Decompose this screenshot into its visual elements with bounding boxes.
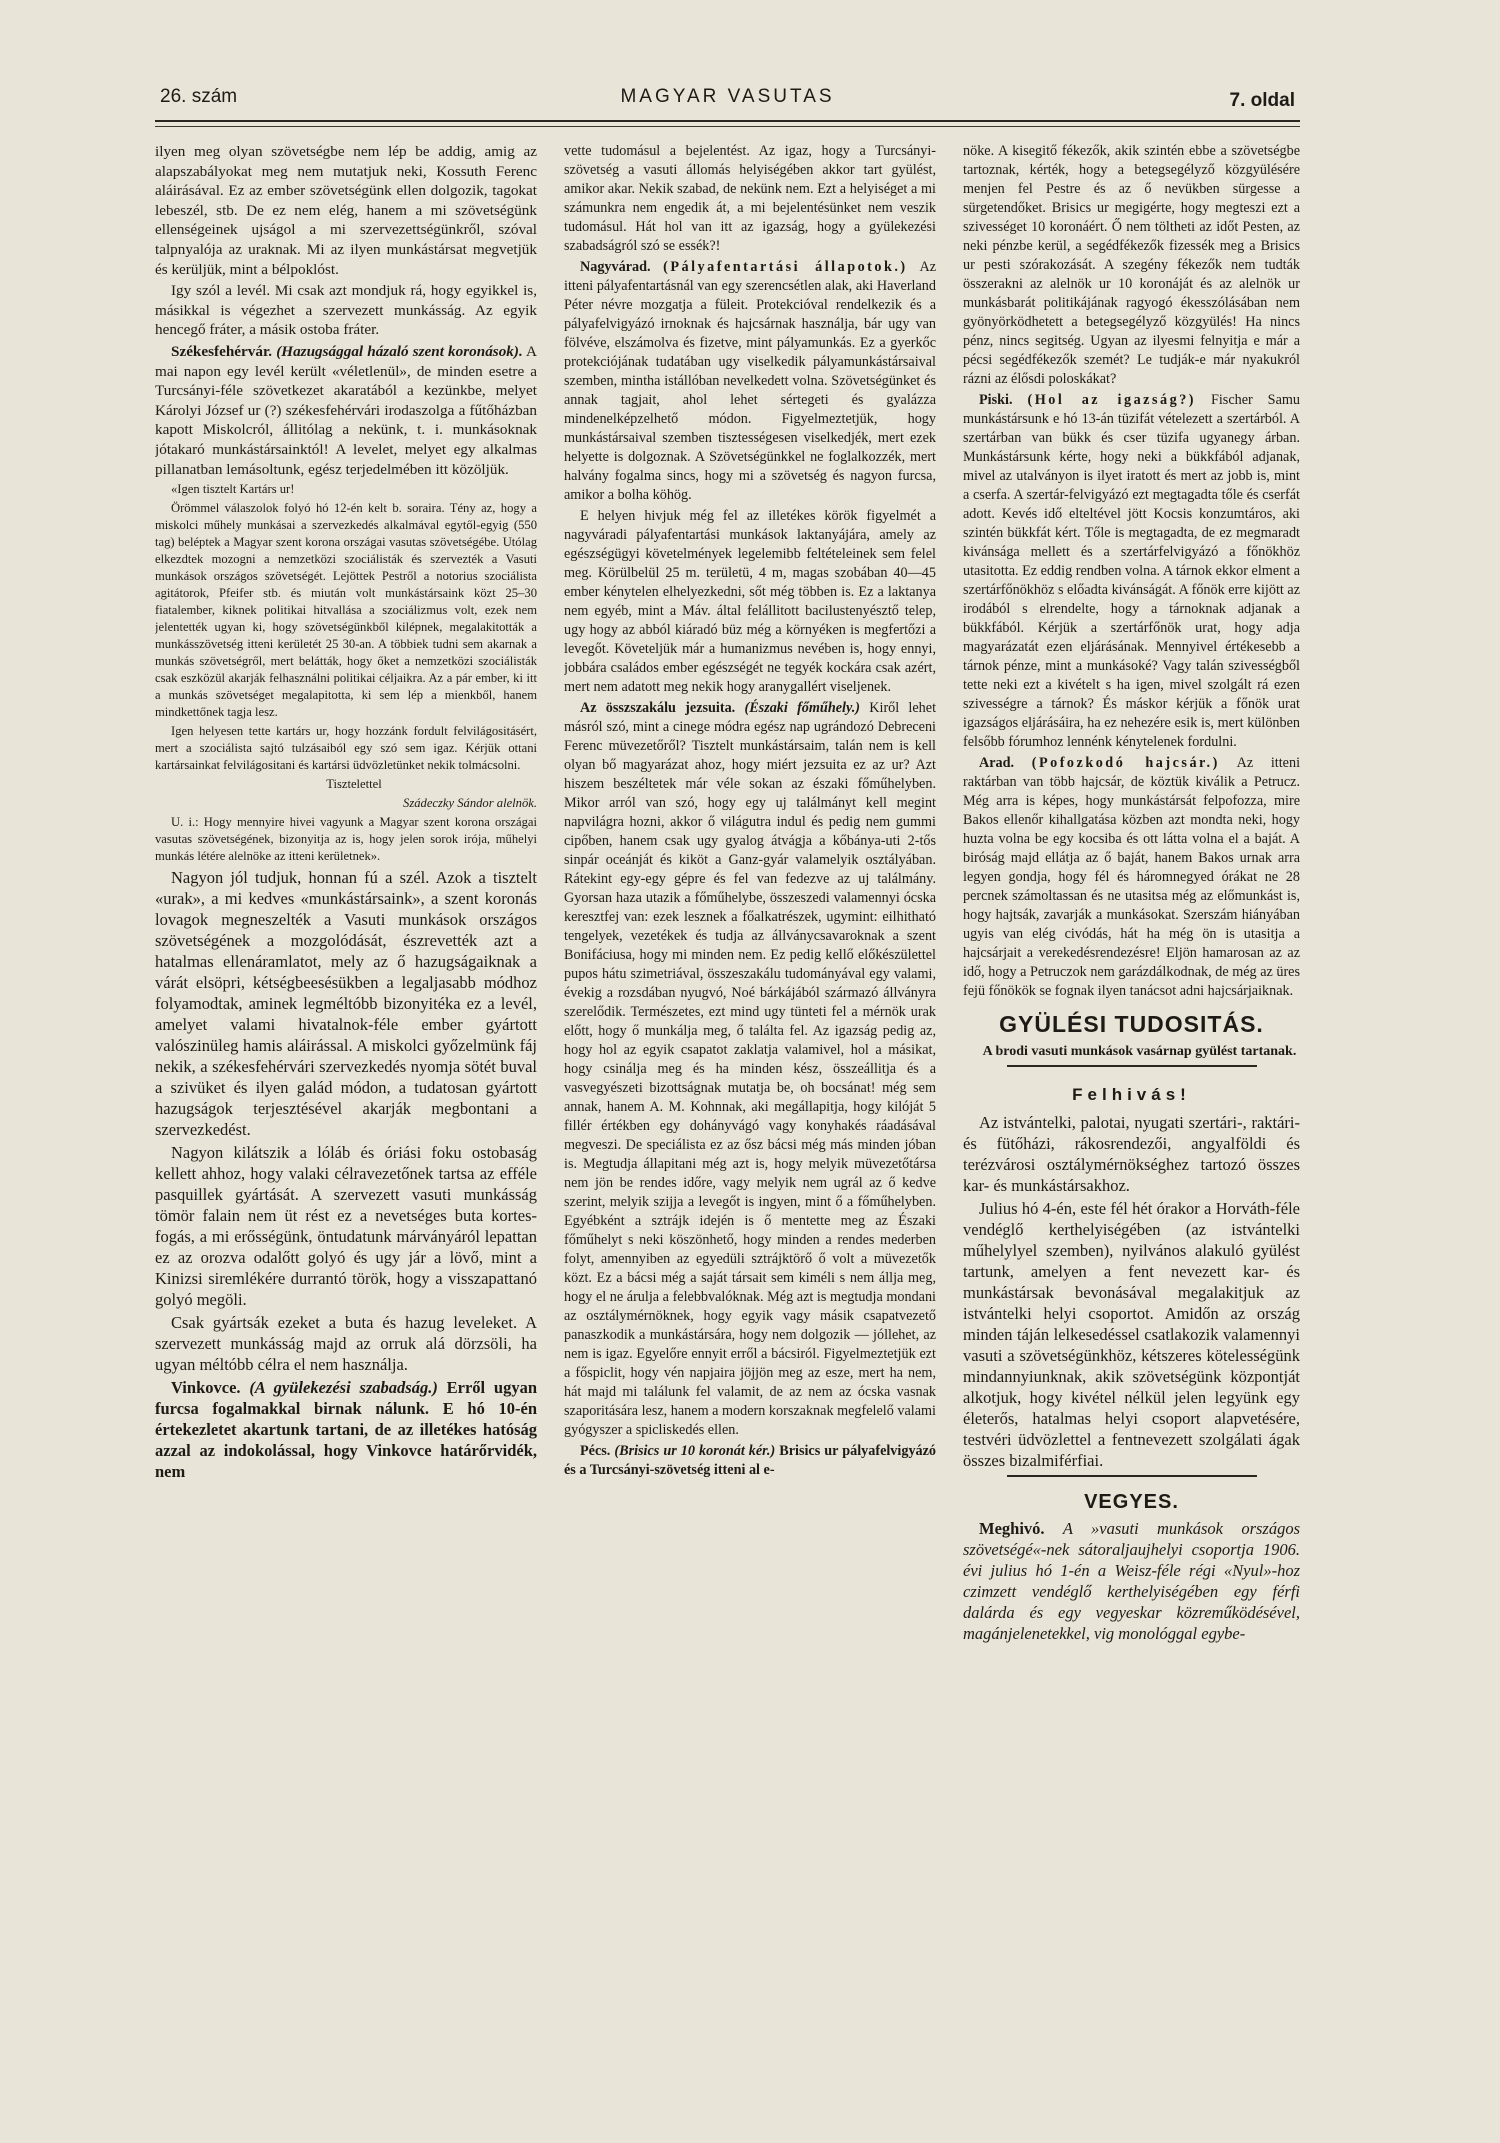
letter-closing: Tisztelettel [326, 777, 382, 792]
header-rule-thin [155, 126, 1300, 127]
article-piski [963, 391, 1300, 752]
article-text: A »vasuti munkások országos szövetségé«-nek sátoraljaujhelyi csoportja 1906. évi julius hó 1-én a Weisz-féle régi «Nyul»-hoz czimzett vendéglő kerthelyiségében egy férfi dalárda és egy vegyeskar közreműködésével, magánjelenetekkel, vig monológgal egybe- [963, 1519, 1300, 1643]
article-text: Az itteni raktárban van több hajcsár, de köztük kiválik a Petrucz. Még arra is képes, hogy munkástársát felpofozza, mire Bakos ellenőr kihallgatása közben azt mondta neki, hogy huzta volna be egy kocsiba és ott látta volna el a baját. A biróság majd ellátja az ő baját, hanem Bakos urnak arra legyen gondja, hogy fél és háromnegyed órákat ne 28 percnek számoltassan és ne utasitsa még az előmunkást is, hogy hajtsák, zavarják a munkásokat. Szerszám hiányában ugyis van elég civódás, hát ha még ön is utasitja a hajcsárjait a verekedésrendezésre! Eljön hamarosan az az idő, hogy a Petruczok nem garázdálkodnak, de még az üres fejü főnökök se fognak ilyen tanácsot adni hajcsárjaiknak. [963, 755, 1300, 999]
veges-text [963, 1518, 1300, 1644]
article-text: A mai napon egy levél került «véletlenül», de minden esetre a Turcsányi-féle szövetkezet akaratából a kezünkbe, melyet Károlyi József ur (?) székesfehérvári irodaszolga a fűtőházban kapott Miskolcról, állitólag a nekünk, t. i. munkásoknak jótakaró munkástársainktól! A levelet, melyet egy alkalmas pillanatban lemásoltunk, egész terjedelmében itt közöljük. [155, 342, 537, 478]
article-text: vette tudomásul a bejelentést. Az igaz, hogy a Turcsányi-szövetség a vasuti állomás helyiségében akkor tart gyülést, amikor akar. Nekik szabad, de nekünk nem. Ezt a helyiséget a mi számunkra nem engedik át, a mi bejelentésünket nem veszik tudomásul. Hát hol van itt az igazság, hogy a gyülekezési szabadságról szó se essék?! [564, 143, 936, 254]
article-text: Brisics ur pályafelvigyázó és a Turcsányi-szövetség itteni al e- [564, 1443, 936, 1478]
article-text: Erről ugyan furcsa fogalmakkal birnak nálunk. E hó 10-én értekezletet akartunk tartani, de az illetékes hatóság azzal az indokolással, hogy Vinkovce határőrvidék, nem [155, 1378, 537, 1482]
letter-salutation: «Igen tisztelt Kartárs ur! [171, 482, 295, 497]
article-szekesfehervar [155, 342, 537, 479]
article-text: Kiről lehet másról szó, mint a cinege módra egész nap ugrándozó Debreceni Ferenc müvezetőről? Tisztelt munkástársaim, talán nem is kell olyan bő magyarázat ahoz, hogy miért jezsuita ez az ur? Azt hiszem beszéltetek már véle sokan az északi főműhelyben. Mikor arról van szó, hogy egy uj találmányt kell megint napvilágra hozni, akkor ő világutra indul és pedig nem gummi cipőben, hanem csak ugy gyalog átvágja a kőbánya-uti 2-tős sinpár oceánját és kiköt a Ganz-gyár valamelyik osztályában. Rátekint egy-egy gépre és fel van fedezve az uj találmány. Gyorsan haza utazik a főműhelybe, összeszedi valamennyi ócska keresztfej van: ezek lesznek a főalkatrészek, ugymint: eilhitható tengelyek, vezetékek és tudja az állványcsavaroknak a szent Bonifáciusa, hogy mi minden nem. Ez pedig kellő előkészülettel pupos hátu szimetriával, összeszakálu tudományával egy valami, évekig a rozsdában nyugvó, Noé bárkájából származó állványra szerelődik. Természetes, ezt mind ugy tünteti fel a mérnök urak előtt, hogy ő munkálja meg, ő találta fel. Az igazság pedig az, hogy hol az egyik csapatot zaklatja valamivel, hol a másikat, hogy csinálja meg és ha minden kész, összeállitja és a vasvegyészeti bizottságnak mutatja be, oh bocsánat! még sem annak, hanem A. M. Kohnnak, aki megállapitja, hogy kilóját 5 fillér értékben egy dohányvágó vagy konyhakés ráadásával megveszi. De speciálista ez az ősz bácsi még más minden jóban is. Megtudja állapitani még azt is, hogy melyik müvezetőtársa nem jön be rendes időre, vagy melyik nem ugrál az ő kedve szerint, melyik szijja a levegőt is ingyen, mint ő a főműhelyben. Egyébként a sztrájk idején is ő mentette meg az Északi főműhelyt s neki köszönhető, hogy minden a rendes mederben folyt, amennyiben az egyedüli sztrájktörő ő volt a müvezetők közt. Ez a bácsi még a saját társait sem kiméli s nem állja meg, hogy el ne árulja a felebbvalóknak. Még azt is megtudja mondani az osztálymérnöknek, hogy egyik vagy másik csapatvezető panaszkodik a munkástársára, hogy nem dolgozik — jóllehet, az nem is igaz. Egyelőre ennyit erről a bácsiról. Figyelmeztetjük ezt a főspiclit, hogy vén napjaira jöjjön meg az esze, mert ha nem, hát majd mi találunk fel valamit, de az nem az ócska vasnak szaporitására lesz, hanem a modern korszaknak megfelelő valami gyógyszer a spicliskedés ellen. [564, 700, 936, 1438]
page-number: 7. oldal [1229, 90, 1295, 111]
article-text: Igy szól a levél. Mi csak azt mondjuk rá, hogy egyikkel is, másikkal is végezhet a szervezett munkásság. Az egyik hencegő fráter, a másik ostoba fráter. [155, 282, 537, 339]
article-subheading: (Hol az igazság?) [1027, 392, 1197, 408]
column-1 [155, 142, 537, 2117]
letter-postscript: U. i.: Hogy mennyire hivei vagyunk a Magyar szent korona országai vasutas szövetségének, bizonyitja az is, hogy jelen sorok irója, műhelyi munkás létére alelnöke az itteni kerületnek». [155, 815, 537, 864]
article-text: Csak gyártsák ezeket a buta és hazug leveleket. A szervezett munkásság majd az orruk alá dörzsöli, ha ugyan méltóbb célra el nem használja. [155, 1313, 537, 1375]
felhivas-notice [963, 1085, 1300, 1471]
issue-number: 26. szám [160, 86, 238, 107]
article-text: Nagyon kilátszik a lóláb és óriási foku ostobaság kellett ahhoz, hogy valaki célravezetőnek tartsa az efféle pasquillek gyártását. A szervezett vasuti munkásság tömör falain nem üt rést ez a nevetséges buta kortes-fogás, a mi erősségünk, öntudatunk márványáról lepattan ez az orozva odalőtt golyó és ugy jár a lövő, mint a Kinizsi siremlékére durrantó török, hogy a visszapattanó golyó megöli. [155, 1143, 537, 1310]
article-subheading: (Brisics ur 10 koronát kér.) [614, 1443, 776, 1459]
article-text: E helyen hivjuk még fel az illetékes körök figyelmét a nagyváradi pályafentartási munkások laktanyájára, amely az egészségügyi követelmények legelemibb feltételeinek sem felel meg. Körülbelül 25 m. területü, 4 m, magas szobában 40—45 ember kénytelen elhelyezkedni, sőt még többen is. Ez a laktanya nem egyéb, mint a Máv. által felállitott bacilustenyésztő telep, ugy hogy az abból kiáradó büz még a környéken is megfertőzi a levegőt. Követeljük már a humanizmus nevében is, hogy ennyi, jobbára családos ember egészségét ne tegyék kockára csak azért, mert nem adatott meg nekik hogy aranygallért viseljenek. [564, 508, 936, 695]
article-nagyvarad [564, 258, 936, 505]
section-divider [1007, 1475, 1257, 1477]
notice-text: Julius hó 4-én, este fél hét órakor a Horváth-féle vendéglő kerthelyiségében (az istvántelki műhelylyel szemben), nyilvános alakuló gyülést tartunk, amelyen a fent nevezett kar- és munkástársak bevonásával megalakitjuk az istvántelki helyi csoportot. Amidőn az ország minden táján lelkesedéssel csatlakozik valamennyi vasuti a szövetségünkhöz, kétszeres kötelességünk mindannyiunknak, akik szövetségünk központját alkotjuk, hogy kivétel nélkül jelen legyünk egy életerős, hatalmas helyi csoport alapvetésére, testvéri üdvözlettel a fentnevezett szolgálati ágak összes bizalmiférfiai. [963, 1199, 1300, 1470]
notice-heading: Felhivás! [1072, 1085, 1191, 1104]
article-subheading: (Északi főműhely.) [744, 700, 860, 716]
column-2 [564, 142, 936, 2117]
section-divider [1007, 1065, 1257, 1067]
article-heading: Arad. [979, 755, 1015, 771]
article-text: nöke. A kisegitő fékezők, akik szintén ebbe a szövetségbe tartoznak, kérték, hogy a betegsegélyző közgyülésére menjen fel Pestre és az ő nevükben sürgesse a sürgetendőket. Brisics ur megigérte, hogy megteszi ezt a szivességet 10 koronáért. Ő nem töltheti az időt Pesten, az neki pénzbe kerül, a segédfékezők fizessék meg a Brisics ur pesti szórakozását. A szegény fékezők nem tudták összerakni az alelnök ur 10 koronáját és az alelnök ur munkásbarát politikájának ragyogó ékesszólásában nem gyönyörködhetett a betegsegélyző közgyülés! Ha nincs pénz, nincs segitség. Ugyan az ilyesmi felnyitja e már a pécsi segédfékezők szemét? Le tudják-e már nyakukról rázni az élősdi poloskákat? [963, 143, 1300, 387]
article-heading: Székesfehérvár. [171, 342, 273, 360]
article-heading: Pécs. [580, 1443, 611, 1459]
article-subheading: (Pályafentartási állapotok.) [663, 259, 908, 275]
article-text: Fischer Samu munkástársunk e hó 13-án tüzifát vételezett a szertárból. A szertárban van bükk és cser tüzifa ugyanegy árban. Munkástársunk kérte, hogy neki a bükkfából adjanak, mivel az utalványon is ilyet iratott és mert az jobb is, mint a cserfa. A szertár-felvigyázó ezt megtagadta tőle és cserfát adott. Kevés idő elteltével jött Kocsis konzumtáros, aki szintén bükkfát kért. Tőle is megtagadta, de ez megmaradt kivánsága mellett és a szertárfelvigyázó a főnökhöz utasitotta. Ez eddig rendben volna. A tárnok ekkor elment a szertárfőnökhöz s előadta kivánságát. A főnök erre kijött az irodából s elrendelte, hogy a tárnoknak adjanak a bükkfából. Kérjük a szertárfőnök urat, hogy adja magyarázatát ezen eljárásának. Mennyivel értékesebb a tárnok pénze, mint a munkásoké? Vagy talán szivességből tette neki ezt a kivételt s ha igen, mivel szolgált rá ezen szivességre a tárnok? És máskor kérjük a főnök urat igazságos eljárásáira, ha ez nehezére esik is, mert különben felsőbb fórumhoz lennénk kénytelenek fordulni. [963, 392, 1300, 750]
column-3 [963, 142, 1300, 2117]
article-subheading: (A gyülekezési szabadság.) [249, 1378, 438, 1398]
article-jezsuita [564, 699, 936, 1440]
article-text: ilyen meg olyan szövetségbe nem lép be addig, amig az alapszabályokat meg nem mutatjuk neki, Kossuth Ferenc aláirásával. Ez az ember szövetségünk ellen dolgozik, tagokat lebeszél, stb. De ez nem elég, hanem a mi szövetségünk ellenségeinek ujságol a mi szervezettségünkről, szóval talpnyalója az uraknak. Mi az ilyen munkástársat megvetjük és kerüljük, mint a bélpoklóst. [155, 143, 537, 278]
article-subheading: (Hazugsággal házaló szent koronások). [276, 342, 523, 360]
veges-section [963, 1493, 1300, 1644]
notice-text: Az istvántelki, palotai, nyugati szertári-, raktári- és fütőházi, rákosrendezői, angyalföldi és terézvárosi osztálymérnökséghez tartozó összes kar- és munkástársakhoz. [963, 1113, 1300, 1195]
letter-signature: Szádeczky Sándor alelnök. [403, 796, 537, 811]
article-text: Nagyon jól tudjuk, honnan fú a szél. Azok a tisztelt «urak», a mi kedves «munkástársaink», a szent koronás lovagok megneszelték a Vasuti munkások országos szövetségének a mozgolódását, észrevették azt a hatalmas ellenáramlatot, mely az ő hazugságaiknak a várát elsöpri, kétségbeesésükben a legaljasabb módhoz folyamodtak, aminek legméltóbb bizonyitéka ez a levél, amelyet valami hivatalnok-féle ember gyártott valószinüleg hamis aláirással. A miskolci győzelmünk fáj nekik, a székesfehérvári szervezkedés nyomja sötét buval a szivüket és ilyen galád módon, a tudatosan gyártott hazugságok terjesztésével akarják megbontani a szervezkedést. [155, 868, 537, 1140]
article-text: Az itteni pályafentartásnál van egy szerencsétlen alak, aki Haverland Péter névre mozgatja a füleit. Protekcióval rendelkezik és a pályafelvigyázó irnoknak és hajcsárnak használja, bár ugy van fölvéve, elszámolva és fizetve, mint pályamunkás. Ez a gyerkőc protekciójának tudatában ugy viselkedik pályamunkástársaival szemben, mintha istállóban nevelkedett volna. Szövetségünket és annak tagjait, ahol lehet sértegeti és gyalázza mindenelképzelhető módon. Figyelmeztetjük, hogy munkástársaival szemben tisztességesen viselkedjék, mert ezek helyette is dolgoznak. A Szövetségünkkel ne foglalkozzék, mert halvány fogalma sincs, hogy mi a szövetség és nagyon furcsa, amikor a bolha köhög. [564, 259, 936, 503]
section-heading-veges: VEGYES. [1084, 1491, 1179, 1513]
page-header [160, 86, 1295, 118]
article-heading: Piski. [979, 392, 1013, 408]
article-heading: Meghivó. [979, 1519, 1045, 1538]
masthead-title: MAGYAR VASUTAS [620, 86, 835, 107]
article-pecs [564, 1442, 936, 1480]
article-subheading: (Pofozkodó hajcsár.) [1031, 755, 1220, 771]
article-arad [963, 754, 1300, 1001]
article-vinkovce [155, 1377, 537, 1482]
section-heading-gyulesi: GYÜLÉSI TUDOSITÁS. [999, 1011, 1264, 1037]
section-subheading: A brodi vasuti munkások vasárnap gyülést tartanak. [982, 1044, 1297, 1059]
article-heading: Vinkovce. [171, 1378, 241, 1398]
article-heading: Nagyvárad. [580, 259, 651, 275]
header-rule [155, 120, 1300, 122]
article-heading: Az összszakálu jezsuita. [580, 700, 736, 716]
letter-text: Igen helyesen tette kartárs ur, hogy hozzánk fordult felvilágositásért, mert a szociálista sajtó tulzásaiból egy szó sem igaz. Kérjük ottani kartársainkat felvilágositani és kartársi üdvözletünket nekik tolmácsolni. [155, 724, 537, 773]
letter-text: Örömmel válaszolok folyó hó 12-én kelt b. soraira. Tény az, hogy a miskolci műhely munkásai a szervezkedés alkalmával egytől-egyig (550 tag) beléptek a Magyar szent korona országai vasutas szövetségébe. Utólag elkezdtek mozogni a nemzetközi szociálisták és szervezték a Vasuti munkások országos szövetségét. Lejöttek Pestről a notorius szociálista agitátorok, Pfeifer stb. és miután volt munkástársaink közt 25–30 fiatalember, kiknek politikai hitvallása a szociálizmus volt, ezek nem jelentették ugyan ki, hogy szövetségünkből kilépnek, megalakitották a munkásszövetség itteni kerületét 25 30-an. A többiek tudni sem akarnak a munkás szövetségről, mert belátták, hogy őket a nemzetközi szociálisták csak eszközül akarják felhasználni politikai céljaikra. Az a pár ember, ki itt a munkás szövetséget megalapitotta, ki sem lép a mienkből, hanem mindkettőnek tagja lesz. [155, 501, 537, 720]
